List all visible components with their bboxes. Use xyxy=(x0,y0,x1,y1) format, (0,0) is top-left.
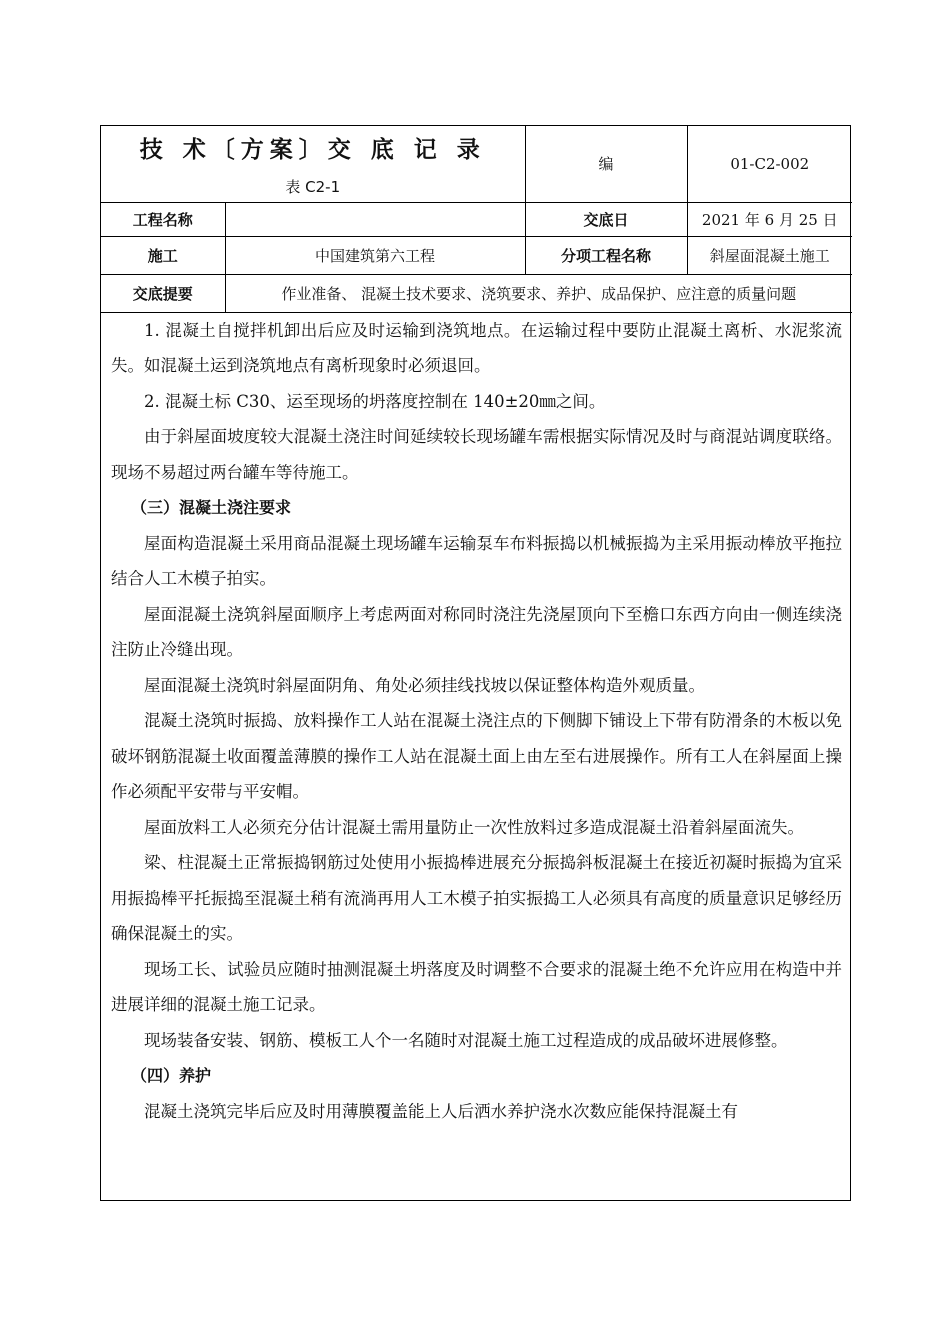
code-value: 01-C2-002 xyxy=(687,126,852,202)
form-number: 表 C2-1 xyxy=(285,177,341,196)
paragraph: 混凝土浇筑时振捣、放料操作工人站在混凝土浇注点的下侧脚下铺设上下带有防滑条的木板以免破坏钢筋混凝土收面覆盖薄膜的操作工人站在混凝土面上由左至右进展操作。所有工人在斜屋面上操作必须配平安带与平安帽。 xyxy=(111,711,842,801)
paragraph: 现场装备安装、钢筋、模板工人个一名随时对混凝土施工过程造成的成品破坏进展修整。 xyxy=(144,1030,788,1050)
date-label: 交底日 xyxy=(525,202,687,236)
paragraph: 混凝土浇筑完毕后应及时用薄膜覆盖能上人后洒水养护浇水次数应能保持混凝土有 xyxy=(144,1101,738,1121)
paragraph: 屋面混凝土浇筑斜屋面顺序上考虑两面对称同时浇注先浇屋顶向下至檐口东西方向由一侧连续浇注防止冷缝出现。 xyxy=(111,604,842,659)
project-name-value xyxy=(225,202,525,236)
paragraph: 现场工长、试验员应随时抽测混凝土坍落度及时调整不合要求的混凝土绝不允许应用在构造中并进展详细的混凝土施工记录。 xyxy=(111,959,842,1014)
date-value: 2021 年 6 月 25 日 xyxy=(687,202,852,236)
summary-label: 交底提要 xyxy=(101,274,225,312)
subproject-label: 分项工程名称 xyxy=(525,236,687,274)
technical-disclosure-record xyxy=(100,125,851,1201)
paragraph: 由于斜屋面坡度较大混凝土浇注时间延续较长现场罐车需根据实际情况及时与商混站调度联络。现场不易超过两台罐车等待施工。 xyxy=(111,427,842,482)
construction-label: 施工 xyxy=(101,236,225,274)
section-heading: （四）养护 xyxy=(131,1066,212,1085)
paragraph: 1. 混凝土自搅拌机卸出后应及时运输到浇筑地点。在运输过程中要防止混凝土离析、水泥浆流失。如混凝土运到浇筑地点有离析现象时必须退回。 xyxy=(111,320,842,375)
content-body xyxy=(101,313,850,1130)
paragraph: 屋面混凝土浇筑时斜屋面阴角、角处必须挂线找坡以保证整体构造外观质量。 xyxy=(144,675,705,695)
subproject-value: 斜屋面混凝土施工 xyxy=(687,236,852,274)
paragraph: 屋面构造混凝土采用商品混凝土现场罐车运输泵车布料振捣以机械振捣为主采用振动棒放平拖拉结合人工木模子拍实。 xyxy=(111,533,842,588)
paragraph: 2. 混凝土标 C30、运至现场的坍落度控制在 140±20㎜之间。 xyxy=(144,391,606,411)
summary-value: 作业准备、 混凝土技术要求、浇筑要求、养护、成品保护、应注意的质量问题 xyxy=(225,274,852,312)
document-title: 技 术〔方案〕交 底 记 录 xyxy=(139,136,486,163)
paragraph: 梁、柱混凝土正常振捣钢筋过处使用小振捣棒进展充分振捣斜板混凝土在接近初凝时振捣为宜采用振捣棒平托振捣至混凝土稍有流淌再用人工木模子拍实振捣工人必须具有高度的质量意识足够经历确保混凝土的实。 xyxy=(111,853,842,943)
code-label: 编 xyxy=(525,126,687,202)
section-heading: （三）混凝土浇注要求 xyxy=(131,498,292,517)
construction-value: 中国建筑第六工程 xyxy=(225,236,525,274)
paragraph: 屋面放料工人必须充分估计混凝土需用量防止一次性放料过多造成混凝土沿着斜屋面流失。 xyxy=(144,817,804,837)
title-cell xyxy=(101,126,525,202)
header-table xyxy=(101,126,852,313)
project-name-label: 工程名称 xyxy=(101,202,225,236)
